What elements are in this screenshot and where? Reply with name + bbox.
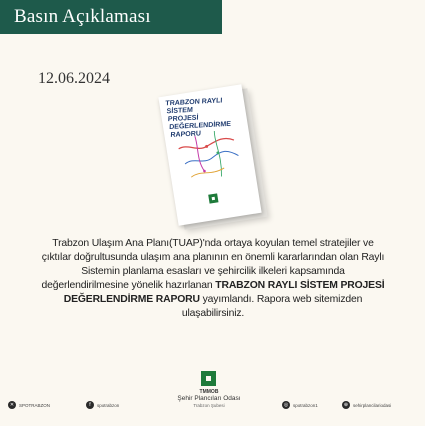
social-x[interactable] [8,401,50,409]
press-release-header [0,0,222,34]
org-line-2: Şehir Plancıları Odası [177,395,241,402]
header-title: Basın Açıklaması [14,6,151,27]
social-x-label: SPOTRABZON [19,402,51,408]
social-instagram[interactable] [282,401,318,409]
org-line-1: TMMOB [199,389,219,395]
facebook-icon: f [86,401,94,409]
social-website-label: sehirplancilariodasi [353,402,392,408]
release-date: 12.06.2024 [38,70,110,87]
tmmob-logo-icon [201,371,216,386]
body-text-part-2: yayımlandı. Rapora web sitemizden ulaşabilirsiniz. [181,294,363,319]
globe-icon: ⊕ [343,401,349,408]
body-text-part-1: Trabzon Ulaşım Ana Planı(TUAP)'nda ortaya koyulan temel stratejiler ve çıktılar doğrultusunda ulaşım ana planının en önemli kararlarından olan Raylı Sistemin planlama esasları ve şehircilik ilkeleri kapsamında değerlendirilmesine yönelik hazırlanan [41,238,385,291]
x-icon: ✕ [9,401,15,408]
org-line-3: Trabzon Şubesi [193,403,225,408]
social-website[interactable] [342,401,391,409]
instagram-icon: ◎ [283,401,289,408]
cover-title-line-1: TRABZON RAYLI SİSTEM [164,97,223,116]
social-facebook[interactable] [86,401,119,409]
social-facebook-label: spotrabzon [97,402,120,408]
social-instagram-label: spotrabzon1 [293,402,318,408]
report-cover-image [160,86,260,228]
report-title-bold: TRABZON RAYLI SİSTEM PROJESİ DEĞERLENDİRME RAPORU [63,280,385,305]
tmmob-logo-icon [208,193,218,203]
cover-title-line-3: RAPORU [169,130,202,139]
organization-name [150,389,268,409]
press-release-text [40,237,386,321]
rail-route-map-graphic [174,126,243,187]
cover-title-line-2: PROJESİ DEĞERLENDİRME [167,114,232,132]
